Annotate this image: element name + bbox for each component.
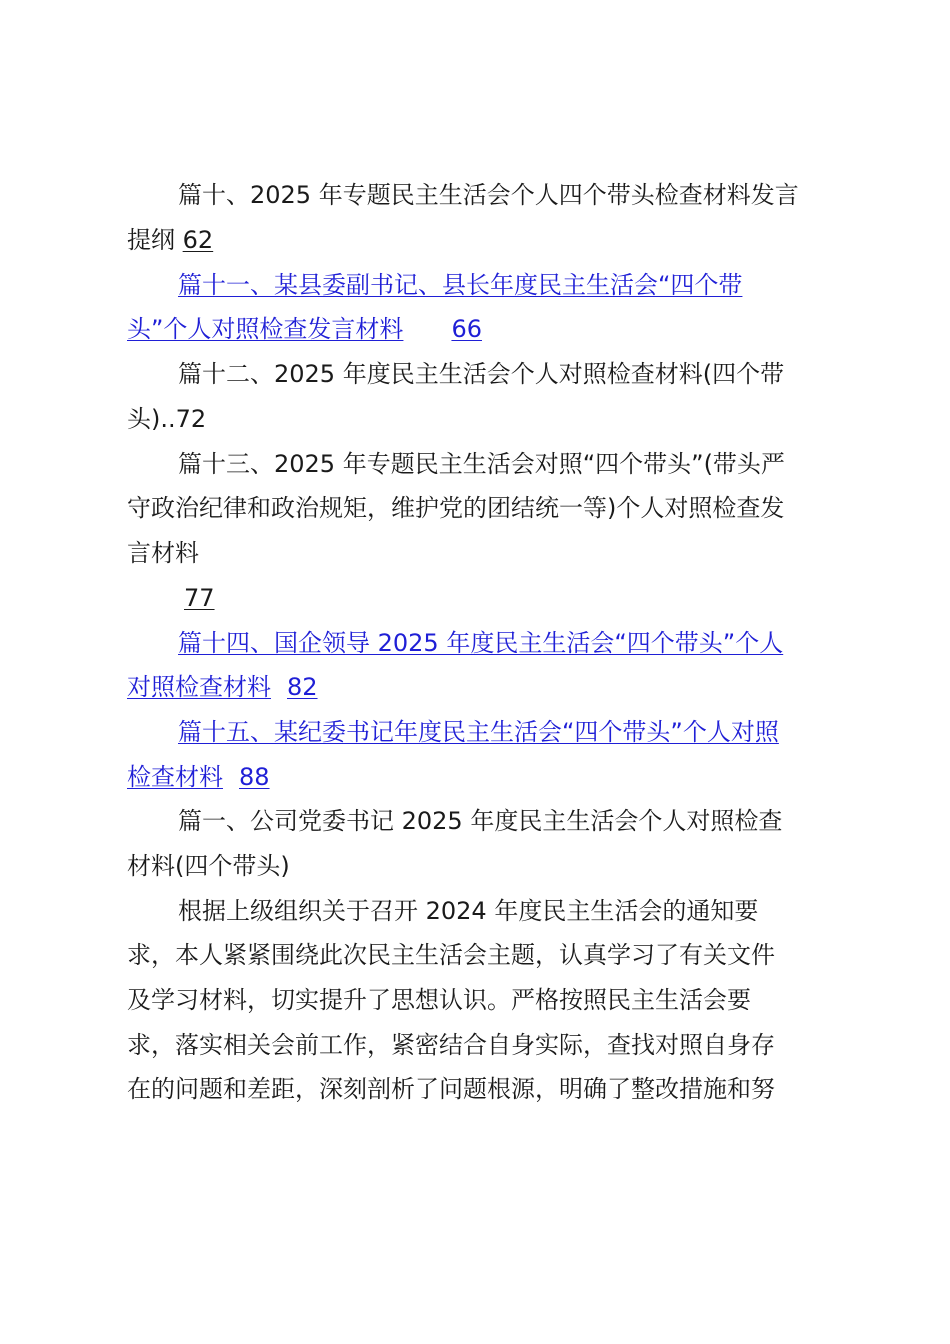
toc-entry-13-line3[interactable]: 言材料 <box>127 539 199 567</box>
toc-entry-10-line2[interactable] <box>127 225 213 255</box>
article-body-line: 求，本人紧紧围绕此次民主生活会主题，认真学习了有关文件 <box>127 941 775 969</box>
toc-entry-14-link-line1[interactable]: 篇十四、国企领导 2025 年度民主生活会“四个带头”个人 <box>178 629 784 657</box>
toc-entry-10-title-end: 提纲 <box>127 226 175 254</box>
toc-entry-14-page-number: 82 <box>287 673 318 701</box>
article-title-line1: 篇一、公司党委书记 2025 年度民主生活会个人对照检查 <box>178 807 783 835</box>
article-body-line: 及学习材料，切实提升了思想认识。严格按照民主生活会要 <box>127 986 751 1014</box>
toc-entry-11-page-number: 66 <box>451 315 482 343</box>
toc-entry-15-link-line2[interactable] <box>127 762 270 792</box>
toc-entry-11-link-line2[interactable] <box>127 314 482 344</box>
article-body-line: 求，落实相关会前工作，紧密结合自身实际，查找对照自身存 <box>127 1031 775 1059</box>
article-title-line2: 材料(四个带头) <box>127 852 290 880</box>
toc-entry-13-page-number[interactable]: 77 <box>184 584 215 612</box>
toc-entry-12-line2[interactable]: 头)..72 <box>127 405 207 433</box>
toc-entry-14-link-line2[interactable] <box>127 672 318 702</box>
toc-entry-11-link-line1[interactable]: 篇十一、某县委副书记、县长年度民主生活会“四个带 <box>178 271 743 299</box>
toc-entry-10-line1[interactable]: 篇十、2025 年专题民主生活会个人四个带头检查材料发言 <box>178 181 799 209</box>
toc-entry-13-line2[interactable]: 守政治纪律和政治规矩，维护党的团结统一等)个人对照检查发 <box>127 494 785 522</box>
toc-entry-12-line1[interactable]: 篇十二、2025 年度民主生活会个人对照检查材料(四个带 <box>178 360 785 388</box>
toc-entry-14-title-end: 对照检查材料 <box>127 673 271 701</box>
article-body-line: 在的问题和差距，深刻剖析了问题根源，明确了整改措施和努 <box>127 1075 775 1103</box>
toc-entry-15-title-end: 检查材料 <box>127 763 223 791</box>
toc-entry-13-line1[interactable]: 篇十三、2025 年专题民主生活会对照“四个带头”(带头严 <box>178 450 785 478</box>
toc-entry-15-link-line1[interactable]: 篇十五、某纪委书记年度民主生活会“四个带头”个人对照 <box>178 718 779 746</box>
toc-entry-10-page-number[interactable]: 62 <box>182 226 214 254</box>
toc-entry-15-page-number: 88 <box>239 763 270 791</box>
toc-entry-11-title-end: 头”个人对照检查发言材料 <box>127 315 404 343</box>
article-body-line: 根据上级组织关于召开 2024 年度民主生活会的通知要 <box>178 897 759 925</box>
